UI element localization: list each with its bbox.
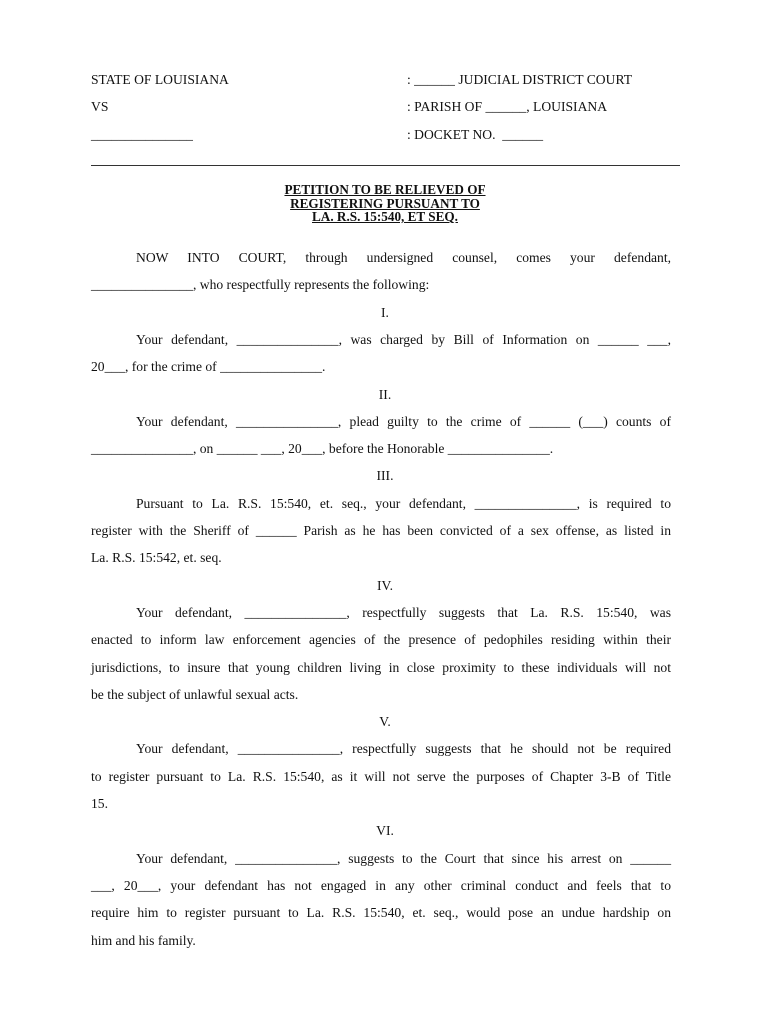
paragraph-line: be the subject of unlawful sexual acts. [91, 686, 299, 702]
paragraph-line: Your defendant, _______________, respectfully suggests that he should not be required [136, 741, 671, 757]
caption-left-line: VS [91, 99, 109, 114]
paragraph-line: Your defendant, _______________, plead guilty to the crime of ______ (___) counts of [136, 413, 671, 429]
caption-left-line: _______________ [91, 127, 193, 142]
document-title-line: LA. R.S. 15:540, ET SEQ. [312, 209, 458, 224]
paragraph-line: Your defendant, _______________, suggests to the Court that since his arrest on ______ [136, 850, 671, 866]
section-numeral: IV. [377, 577, 393, 593]
paragraph-line: require him to register pursuant to La. R.S. 15:540, et. seq., would pose an undue hardship on [91, 905, 671, 921]
paragraph-line: him and his family. [91, 932, 196, 948]
document-title-line: PETITION TO BE RELIEVED OF [284, 182, 486, 197]
paragraph-line: Pursuant to La. R.S. 15:540, et. seq., your defendant, _______________, is required to [136, 495, 671, 511]
intro-line: NOW INTO COURT, through undersigned counsel, comes your defendant, [136, 250, 671, 265]
caption-right-line: : PARISH OF ______, LOUISIANA [407, 99, 608, 114]
paragraph-line: ___, 20___, your defendant has not engaged in any other criminal conduct and feels that to [91, 877, 671, 893]
caption-left-line: STATE OF LOUISIANA [91, 72, 229, 87]
paragraph-line: _______________, on ______ ___, 20___, before the Honorable _______________. [91, 441, 554, 457]
paragraph-line: jurisdictions, to insure that young children living in close proximity to these individuals will not [91, 659, 671, 675]
paragraph-line: Your defendant, _______________, respectfully suggests that La. R.S. 15:540, was [136, 604, 671, 620]
section-numeral: II. [378, 386, 392, 402]
paragraph-line: enacted to inform law enforcement agencies of the presence of pedophiles residing within their [91, 632, 671, 648]
caption-right-line: : DOCKET NO. ______ [407, 127, 544, 142]
paragraph-line: to register pursuant to La. R.S. 15:540, as it will not serve the purposes of Chapter 3-B of Title [91, 768, 671, 784]
section-numeral: V. [379, 714, 391, 730]
paragraph-line: register with the Sheriff of ______ Parish as he has been convicted of a sex offense, as listed in [91, 523, 671, 538]
paragraph-line: Your defendant, _______________, was charged by Bill of Information on ______ ___, [136, 331, 671, 347]
caption-divider [91, 165, 680, 166]
caption-right-line: : ______ JUDICIAL DISTRICT COURT [407, 72, 632, 87]
intro-line: _______________, who respectfully represents the following: [91, 277, 430, 293]
paragraph-line: La. R.S. 15:542, et. seq. [91, 550, 222, 566]
section-numeral: I. [381, 304, 389, 320]
paragraph-line: 15. [91, 796, 108, 811]
document-title-line: REGISTERING PURSUANT TO [290, 195, 480, 211]
paragraph-line: 20___, for the crime of _______________. [91, 359, 326, 375]
section-numeral: III. [376, 468, 394, 484]
section-numeral: VI. [376, 823, 394, 839]
